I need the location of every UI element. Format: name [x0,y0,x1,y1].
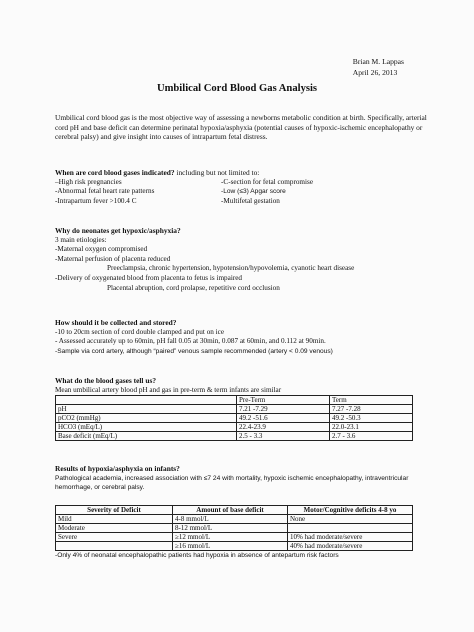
collection-line: -Sample via cord artery, although “paired” venous sample recommended (artery < 0.09 venous) [55,347,333,355]
gases-section [55,376,434,441]
table-cell: 10% had moderate/severe [288,533,413,542]
indications-heading [55,168,434,178]
table-row [56,423,413,432]
table-header-cell: Severity of Deficit [56,506,173,515]
table-cell [56,396,237,405]
table-row [56,414,413,423]
table-cell: 49.2 -51.6 [237,414,330,423]
table-cell: ≥12 mmol/L [173,533,288,542]
etiology-line: -Delivery of oxygenated blood from placenta to fetus is impaired [55,273,243,282]
collection-heading: How should it be collected and stored? [55,318,177,327]
table-cell: 8-12 mmol/L [173,524,288,533]
etiology-line: -Maternal oxygen compromised [55,245,148,254]
table-cell: Moderate [56,524,173,533]
collection-section [55,318,434,356]
table-cell [56,542,173,551]
table-cell: ≥16 mmol/L [173,542,288,551]
table-cell: 49.2 -50.3 [330,414,413,423]
table-cell: Severe [56,533,173,542]
table-row [56,533,413,542]
indication-left: -Intrapartum fever >100.4 C [55,196,137,205]
table-cell: Base deficit (mEq/L) [56,432,237,441]
table-cell: 2.7 - 3.6 [330,432,413,441]
table-cell: 7.21 -7.29 [237,405,330,414]
indication-right: -Low (≤3) Apgar score [221,188,286,196]
author-name: Brian M. Lappas [352,57,404,66]
table-cell: 40% had moderate/severe [288,542,413,551]
table-cell: 7.27 -7.28 [330,405,413,414]
table-header-row [56,396,413,405]
indication-right: -C-section for fetal compromise [221,177,314,186]
indications-section [55,168,434,206]
table-header-cell: Motor/Cognitive deficits 4-8 yo [288,506,413,515]
etiology-subline: Preeclampsia, chronic hypertension, hypotension/hypovolemia, cyanotic heart disease [107,264,355,273]
collection-line: -10 to 20cm section of cord double clamped and put on ice [55,327,225,336]
table-row [56,542,413,551]
results-footnote: -Only 4% of neonatal encephalopathic patients had hypoxia in absence of antepartum risk factors [55,552,339,560]
page-title: Umbilical Cord Blood Gas Analysis [156,83,318,94]
etiology-heading: Why do neonates get hypoxic/asphyxia? [55,226,181,235]
table-row [56,524,413,533]
indications-list [55,178,434,207]
table-header-cell: Amount of base deficit [173,506,288,515]
indications-heading-text: When are cord blood gases indicated? [55,168,175,177]
table-header-row [56,506,413,515]
gases-subtitle: Mean umbilical artery blood pH and gas in pre-term & term infants are similar [55,385,282,394]
table-cell [288,524,413,533]
table-cell: Pre-Term [237,396,330,405]
table-row [56,515,413,524]
document-date: April 26, 2013 [352,67,398,77]
table-row [56,432,413,441]
indication-right: -Multifetal gestation [221,196,280,205]
indication-left: –High risk pregnancies [55,177,122,186]
table-cell: pH [56,405,237,414]
indication-left: -Abnormal fetal heart rate patterns [55,187,155,196]
deficit-table [55,505,413,551]
results-section [55,464,434,561]
gases-table [55,395,413,441]
table-cell: Term [330,396,413,405]
etiology-line: -Maternal perfusion of placenta reduced [55,254,171,263]
gases-heading: What do the blood gases tell us? [55,376,157,385]
table-cell: None [288,515,413,524]
table-cell: Mild [56,515,173,524]
etiology-subline: Placental abruption, cord prolapse, repetitive cord occlusion [107,283,280,292]
table-cell: HCO3 (mEq/L) [56,423,237,432]
collection-line: - Assessed accurately up to 60min, pH fall 0.05 at 30min, 0.087 at 60min, and 0.112 at 90min. [55,337,326,346]
results-text: Pathological academia, increased association with ≤7 24 with mortality, hypoxic ischemic encephalopathy, intraventricular hemorrhage, or cerebral palsy. [55,474,409,491]
table-cell: pCO2 (mmHg) [56,414,237,423]
table-row [56,405,413,414]
table-cell: 2.5 - 3.3 [237,432,330,441]
author-block [353,57,404,78]
table-cell: 22.0-23.1 [330,423,413,432]
intro-paragraph: Umbilical cord blood gas is the most objective way of assessing a newborns metabolic condition at birth. Specifically, arterial cord pH and base deficit can determine perinatal hypoxia/asphyxia (potential causes of hypoxic-ischemic encephalopathy or cerebral palsy) and give insight into causes of intrapartum fetal distress. [55,113,427,142]
etiology-line: 3 main etiologies: [55,235,107,244]
etiology-section [55,226,434,293]
indications-heading-tail: including but not limited to: [174,168,260,177]
table-cell: 4-8 mmol/L [173,515,288,524]
results-heading: Results of hypoxia/asphyxia on infants? [55,464,180,473]
table-cell: 22.4-23.9 [237,423,330,432]
